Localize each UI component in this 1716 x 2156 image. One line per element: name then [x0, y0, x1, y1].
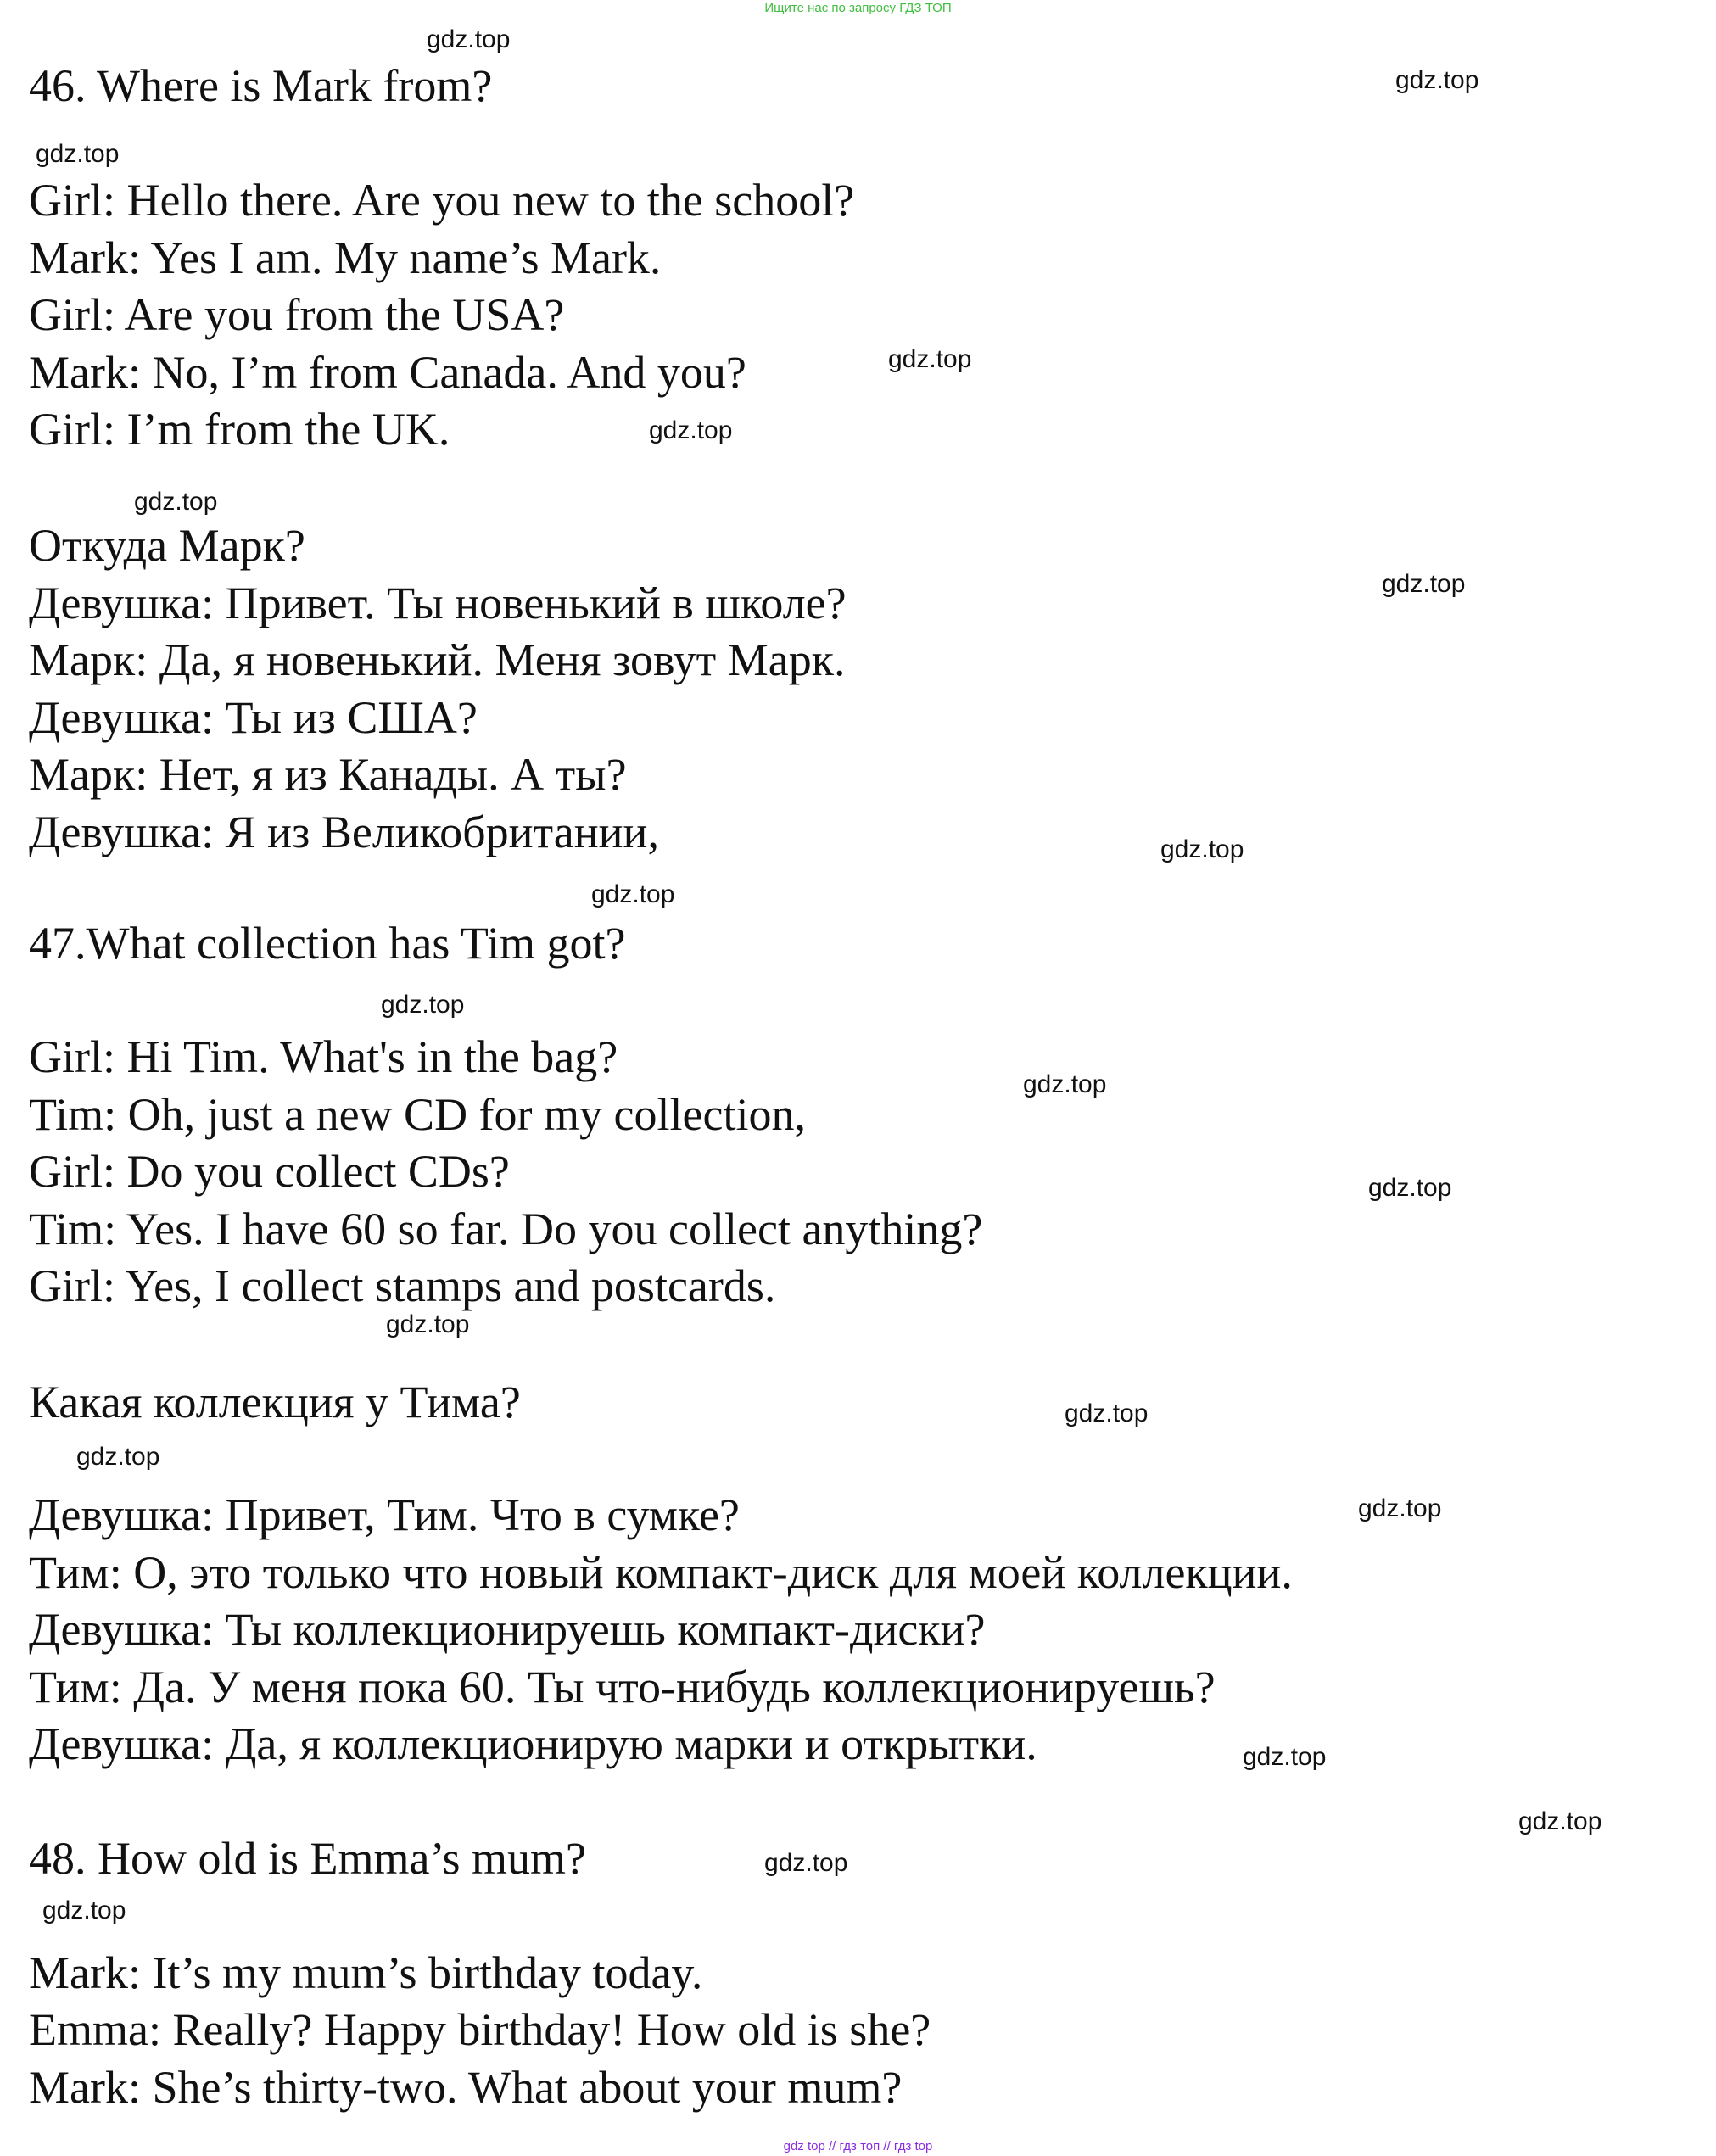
watermark: gdz.top — [1023, 1070, 1107, 1098]
watermark: gdz.top — [1395, 66, 1479, 94]
watermark: gdz.top — [134, 488, 218, 516]
watermark: gdz.top — [591, 880, 675, 908]
dialogue-line: Девушка: Привет. Ты новенький в школе? — [29, 578, 847, 628]
watermark: gdz.top — [1243, 1743, 1327, 1771]
watermark: gdz.top — [764, 1849, 848, 1877]
watermark: gdz.top — [649, 416, 733, 444]
watermark: gdz.top — [386, 1310, 470, 1338]
watermark: gdz.top — [427, 25, 511, 53]
dialogue-line: Mark: No, I’m from Canada. And you? — [29, 347, 746, 398]
watermark: gdz.top — [1065, 1399, 1149, 1427]
dialogue-line: Girl: Do you collect CDs? — [29, 1146, 510, 1197]
watermark: gdz.top — [1518, 1807, 1602, 1835]
watermark: gdz.top — [76, 1443, 160, 1471]
dialogue-line: Девушка: Ты коллекционируешь компакт-диски? — [29, 1604, 986, 1655]
dialogue-line: Девушка: Я из Великобритании, — [29, 807, 659, 857]
dialogue-line: Девушка: Привет, Тим. Что в сумке? — [29, 1489, 740, 1540]
watermark: gdz.top — [42, 1896, 126, 1924]
dialogue-line: Mark: She’s thirty-two. What about your mum? — [29, 2062, 903, 2113]
watermark: gdz.top — [888, 345, 972, 373]
watermark: gdz.top — [1358, 1494, 1442, 1522]
dialogue-line: Девушка: Да, я коллекционирую марки и открытки. — [29, 1718, 1037, 1769]
dialogue-line: Emma: Really? Happy birthday! How old is she? — [29, 2004, 931, 2055]
dialogue-line: Tim: Oh, just a new CD for my collection, — [29, 1089, 806, 1140]
dialogue-line: Тим: О, это только что новый компакт-диск для моей коллекции. — [29, 1547, 1293, 1598]
dialogue-line: Girl: Are you from the USA? — [29, 289, 565, 340]
watermark: gdz.top — [1382, 570, 1466, 598]
exercise-46-title: 46. Where is Mark from? — [29, 60, 493, 111]
dialogue-line: Марк: Нет, я из Канады. А ты? — [29, 749, 627, 800]
dialogue-line: Tim: Yes. I have 60 so far. Do you collect anything? — [29, 1204, 983, 1254]
dialogue-line: Тим: Да. У меня пока 60. Ты что-нибудь коллекционируешь? — [29, 1662, 1216, 1712]
exercise-48-title: 48. How old is Emma’s mum? — [29, 1833, 586, 1884]
dialogue-line: Girl: Hello there. Are you new to the school? — [29, 175, 855, 226]
exercise-47-title-ru: Какая коллекция у Тима? — [29, 1377, 521, 1427]
dialogue-line: Mark: Yes I am. My name’s Mark. — [29, 232, 662, 283]
watermark: gdz.top — [1368, 1174, 1452, 1202]
watermark: gdz.top — [36, 140, 120, 168]
dialogue-line: Girl: Yes, I collect stamps and postcards. — [29, 1260, 776, 1311]
watermark: gdz.top — [1160, 835, 1244, 863]
exercise-46-title-ru: Откуда Марк? — [29, 520, 305, 571]
dialogue-line: Девушка: Ты из США? — [29, 692, 478, 743]
dialogue-line: Марк: Да, я новенький. Меня зовут Марк. — [29, 634, 846, 685]
top-banner: Ищите нас по запросу ГДЗ ТОП — [764, 1, 952, 15]
exercise-47-title: 47.What collection has Tim got? — [29, 918, 626, 969]
dialogue-line: Girl: Hi Tim. What's in the bag? — [29, 1031, 618, 1082]
dialogue-line: Girl: I’m from the UK. — [29, 404, 450, 455]
dialogue-line: Mark: It’s my mum’s birthday today. — [29, 1947, 703, 1998]
bottom-banner: gdz top // гдз топ // гдз top — [783, 2139, 933, 2153]
watermark: gdz.top — [381, 991, 465, 1019]
